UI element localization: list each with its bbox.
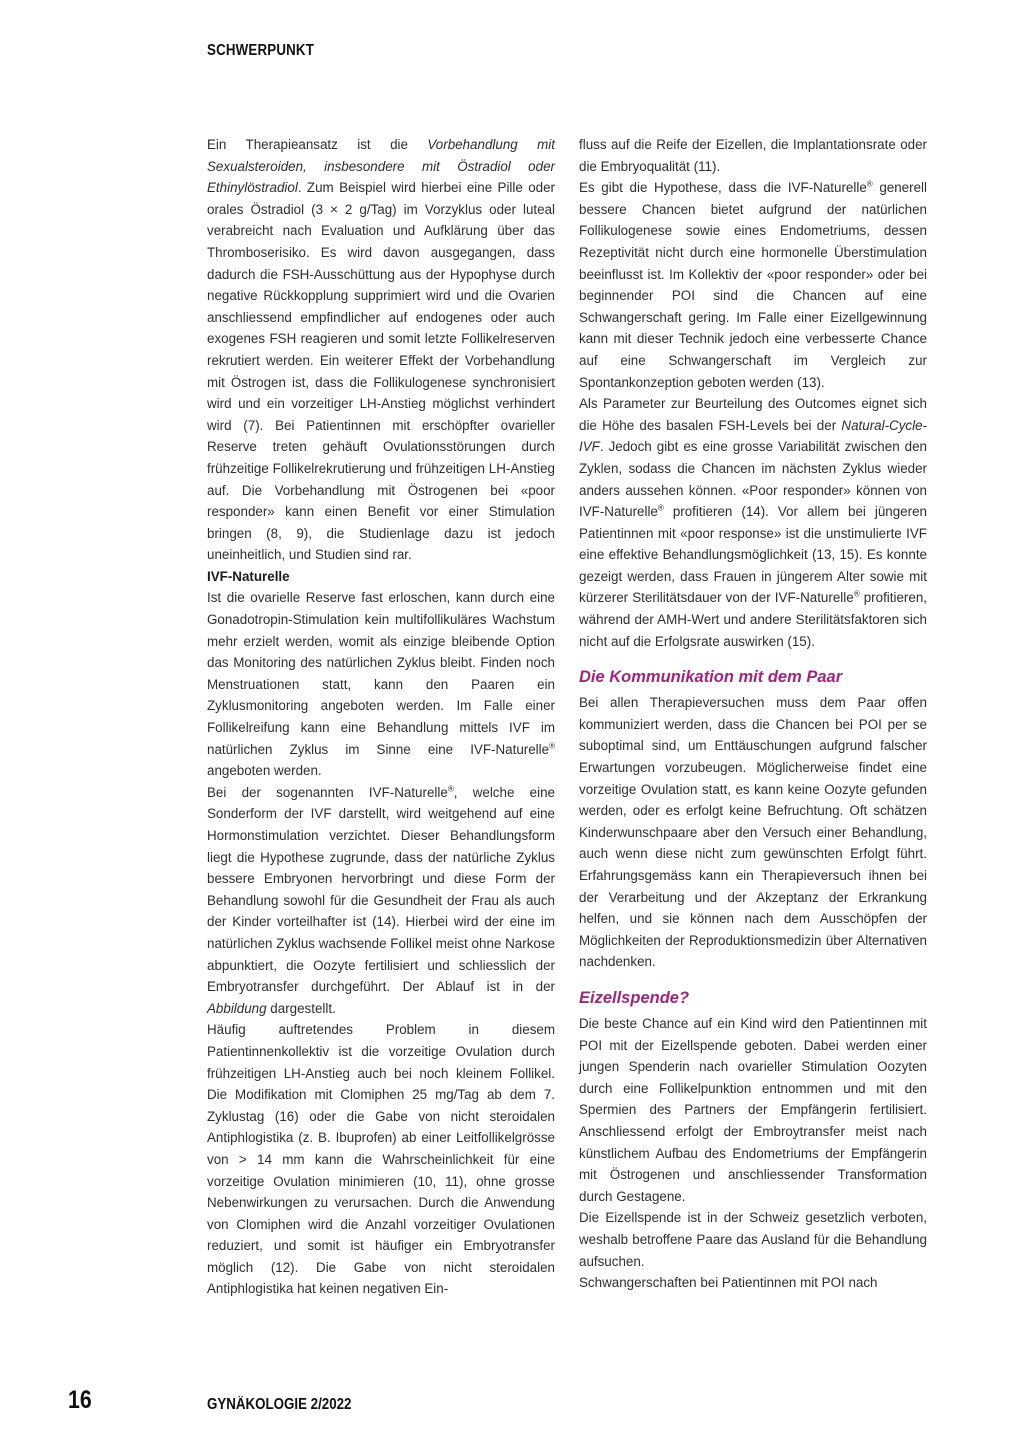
paragraph	[207, 587, 555, 781]
text-run: . Jedoch gibt es eine grosse Variabilität zwischen den Zyklen, sodass die Chancen im nächsten Zyklus wieder anders aussehen können. «Poor responder» können von IVF-Naturelle	[579, 439, 927, 520]
paragraph: Häufig auftretendes Problem in diesem Patientinnenkollektiv ist die vorzeitige Ovulation durch frühzeitigen LH-Anstieg auch bei noch kleinem Follikel. Die Modifikation mit Clomiphen 25 mg/Tag ab dem 7. Zyklustag (16) oder die Gabe von nicht steroidalen Antiphlogistika (z. B. Ibuprofen) ab einer Leitfollikelgrösse von > 14 mm kann die Wahrscheinlichkeit für eine vorzeitige Ovulation minimieren (10, 11), ohne grosse Nebenwirkungen zu verursachen. Durch die Anwendung von Clomiphen wird die Anzahl vorzeitiger Ovulationen reduziert, und somit ist häufiger ein Embryotransfer möglich (12). Die Gabe von nicht steroidalen Antiphlogistika hat keinen negativen Ein-	[207, 1022, 555, 1297]
text-run: angeboten werden.	[207, 763, 322, 779]
paragraph: Bei allen Therapieversuchen muss dem Paar offen kommuniziert werden, dass die Chancen bei POI per se suboptimal sind, um Enttäuschungen aufgrund falscher Erwartungen vorzubeugen. Möglicherweise findet eine vorzeitige Ovulation statt, es kann keine Oozyte gefunden werden, oder es erfolgt keine Befruchtung. Oft schätzen Kinderwunschpaare aber den Versuch einer Behandlung, auch wenn diese nicht zum gewünschten Erfolgt führt. Erfahrungsgemäss kann ein Therapieversuch ihnen bei der Verarbeitung und der Akzeptanz der Erkrankung helfen, und sie können nach dem Ausschöpfen der Möglichkeiten der Reproduktionsmedizin über Alternativen nachdenken.	[579, 695, 927, 970]
journal-title: GYNÄKOLOGIE 2/2022	[207, 1396, 352, 1413]
text-run: . Zum Beispiel wird hierbei eine Pille oder orales Östradiol (3 × 2 g/Tag) im Vorzyklus oder luteal verabreicht nach Evaluation und Aufklärung über das Thromboserisiko. Es wird davon ausgegangen, dass dadurch die FSH-Ausschüttung aus der Hypophyse durch negative Rückkopplung supprimiert wird und die Ovarien anschliessend empfindlicher auf endogenes oder auch exogenes FSH reagieren und somit letzte Follikelreserven rekrutiert werden. Ein weiterer Effekt der Vorbehandlung mit Östrogen ist, dass die Follikulogenese synchronisiert wird und ein vorzeitiger LH-Anstieg möglichst verhindert wird (7). Bei Patientinnen mit erschöpfter ovarieller Reserve treten gehäuft Ovulationsstörungen durch frühzeitige Follikelrekrutierung und frühzeitigen LH-Anstieg auf. Die Vorbehandlung mit Östrogenen bei «poor responder» kann einen Benefit vor einer Stimulation bringen (8, 9), die Studienlage dazu ist jedoch uneinheitlich, und Studien sind rar.	[207, 180, 555, 563]
paragraph: Schwangerschaften bei Patientinnen mit POI nach	[579, 1275, 878, 1291]
registered-mark: ®	[866, 179, 873, 189]
paragraph	[579, 177, 927, 393]
paragraph: Die beste Chance auf ein Kind wird den Patientinnen mit POI mit der Eizellspende geboten. Dabei werden einer jungen Spenderin nach ovarieller Stimulation Oozyten durch eine Follikelpunktion entnommen und mit den Spermien des Partners der Empfängerin fertilisiert. Anschliessend erfolgt der Embroytransfer meist nach künstlichem Aufbau des Endometriums der Empfängerin mit Östrogenen und anschliessender Transformation durch Gestagene.	[579, 1015, 927, 1204]
paragraph: fluss auf die Reife der Eizellen, die Implantationsrate oder die Embryoqualität (11).	[579, 137, 927, 174]
text-run: generell bessere Chancen bietet aufgrund der natürlichen Follikulogenese sowie eines Endometriums, dessen Rezeptivität nicht durch eine hormonelle Überstimulation beeinflusst ist. Im Kollektiv der «poor responder» oder bei beginnender POI sind die Chancen auf eine Schwangerschaft gering. Im Falle einer Eizellgewinnung kann mit dieser Technik jedoch eine verbesserte Chance auf eine Schwangerschaft im Vergleich zur Spontankonzeption geboten werden (13).	[579, 180, 927, 390]
text-run: profitieren (14). Vor allem bei jüngeren Patientinnen mit «poor response» ist die unstimulierte IVF eine effektive Behandlungsmöglichkeit (13, 15). Es konnte gezeigt werden, dass Frauen in jüngerem Alter sowie mit kürzerer Sterilitätsdauer von der IVF-Naturelle	[579, 504, 927, 606]
text-run: , welche eine Sonderform der IVF darstellt, wird weitgehend auf eine Hormonstimulation verzichtet. Dieser Behandlungsform liegt die Hypothese zugrunde, dass der natürliche Zyklus bessere Embryonen hervorbringt und diese Form der Behandlung sowohl für die Gesundheit der Frau als auch der Kinder vorteilhafter ist (14). Hierbei wird der eine im natürlichen Zyklus wachsende Follikel meist ohne Narkose abpunktiert, die Oozyte fertilisiert und schliesslich der Embryotransfer durchgeführt. Der Ablauf ist in der	[207, 784, 555, 995]
text-run: Es gibt die Hypothese, dass die IVF-Naturelle	[579, 180, 867, 196]
text-run: Bei der sogenannten IVF-Naturelle	[207, 784, 448, 800]
paragraph	[207, 134, 555, 566]
text-run: Als Parameter zur Beurteilung des Outcomes eignet sich die Höhe des basalen FSH-Levels bei der	[579, 396, 927, 433]
italic-text: Natural-Cycle-IVF	[579, 417, 927, 455]
section-heading-eizellspende: Eizellspende?	[579, 988, 690, 1007]
subheading-ivf-naturelle: IVF-Naturelle	[207, 568, 290, 584]
left-column	[207, 134, 555, 1300]
paragraph	[207, 782, 555, 1020]
right-column	[579, 134, 927, 1294]
text-run: Ist die ovarielle Reserve fast erloschen, kann durch eine Gonadotropin-Stimulation kein multifollikuläres Wachstum mehr erzielt werden, womit als einzige bleibende Option das Monitoring des natürlichen Zyklus bleibt. Finden noch Menstruationen statt, kann den Paaren ein Zyklusmonitoring angeboten werden. Im Falle einer Follikelreifung kann eine Behandlung mittels IVF im natürlichen Zyklus im Sinne eine IVF-Naturelle	[207, 590, 555, 757]
paragraph	[579, 393, 927, 652]
text-run: Ein Therapieansatz ist die	[207, 137, 428, 152]
registered-mark: ®	[853, 590, 860, 599]
section-heading-kommunikation: Die Kommunikation mit dem Paar	[579, 668, 843, 687]
text-run: profitieren, während der AMH-Wert und andere Sterilitätsfaktoren sich nicht auf die Erfolgsrate auswirken (15).	[579, 590, 927, 649]
paragraph: Die Eizellspende ist in der Schweiz gesetzlich verboten, weshalb betroffene Paare das Ausland für die Behandlung aufsuchen.	[579, 1210, 927, 1269]
registered-mark: ®	[657, 503, 664, 513]
italic-text: Abbildung	[207, 1000, 267, 1016]
page-number: 16	[68, 1386, 92, 1414]
section-label: SCHWERPUNKT	[207, 42, 315, 59]
registered-mark: ®	[447, 784, 454, 794]
text-run: dargestellt.	[266, 1000, 336, 1016]
italic-text: Vorbehandlung mit Sexualsteroiden, insbesondere mit Östradiol oder Ethinylöstradiol	[207, 137, 555, 196]
registered-mark: ®	[549, 741, 555, 751]
